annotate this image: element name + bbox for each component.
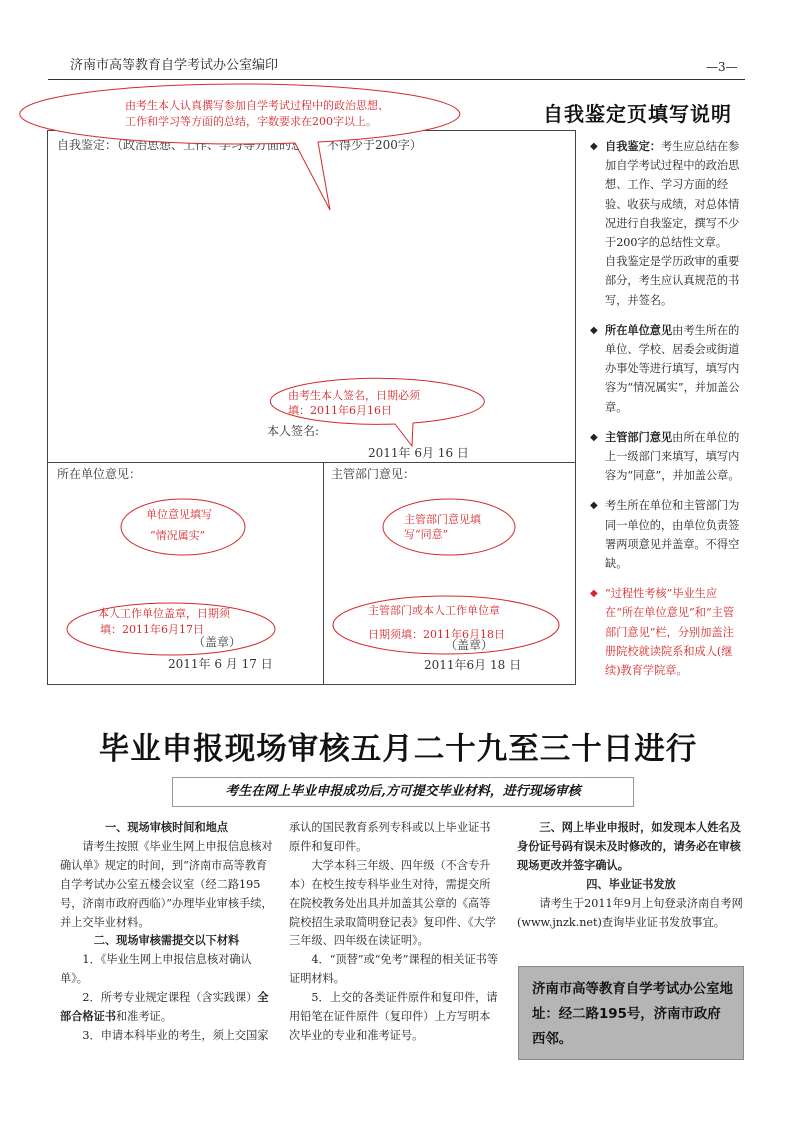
unit-note-line1: 单位意见填写 — [146, 508, 212, 521]
instruction-item: ◆ 自我鉴定：考生应总结在参加自学考试过程中的政治思想、工作、学习方面的经验、收获与成绩，对总体情况进行自我鉴定，撰写不少于200字的总结性文章。 自我鉴定是学历政审的重要部分，考生应认真规范的书写，并签名。 — [590, 137, 740, 310]
diamond-bullet-icon: ◆ — [590, 500, 598, 512]
self-note-line1: 由考生本人认真撰写参加自学考试过程中的政治思想、 — [125, 99, 389, 112]
list-item: 3．申请本科毕业的考生，须上交国家 — [82, 1028, 269, 1042]
section-heading: 二、现场审核需提交以下材料 — [93, 934, 240, 948]
article-column-1 — [60, 819, 273, 1046]
dept-note-line2: 写“同意” — [404, 528, 449, 541]
unit-opinion-label: 所在单位意见： — [57, 467, 142, 481]
unit-date: 2011年 6 月 17 日 — [168, 657, 273, 671]
sign-note-line1: 由考生本人签名，日期必须 — [288, 389, 420, 402]
dept-stamp-label: （盖章） — [445, 638, 494, 652]
paragraph: 请考生按照《毕业生网上申报信息核对确认单》规定的时间，到“济南市高等教育自学考试办公室五楼会议室（经二路195号，济南市政府西临）”办理毕业审核手续，并上交毕业材料。 — [60, 839, 273, 929]
article-column-3 — [517, 819, 745, 932]
section-heading: 四、毕业证书发放 — [586, 877, 676, 891]
signature-label: 本人签名: — [267, 424, 320, 438]
unitstamp-note-line1: 本人工作单位盖章，日期须 — [98, 607, 230, 620]
diamond-bullet-icon: ◆ — [590, 141, 598, 152]
paragraph: 请考生于2011年9月上旬登录济南自考网(www.jnzk.net)查询毕业证书发放事宜。 — [517, 896, 743, 929]
instruction-item: ◆ 主管部门意见由所在单位的上一级部门来填写，填写内容为“同意”，并加盖公章。 — [590, 428, 740, 486]
dept-note-line1: 主管部门意见填 — [404, 513, 481, 526]
diamond-bullet-icon: ◆ — [590, 324, 598, 336]
section-title: 自我鉴定页填写说明 — [543, 102, 732, 126]
instruction-item-highlight: ◆ “过程性考核”毕业生应在“所在单位意见”和“主管部门意见”栏，分别加盖注册院校就读院系和成人(继续)教育学院章。 — [590, 584, 740, 680]
diamond-bullet-icon: ◆ — [590, 431, 598, 443]
sign-note-line2: 填：2011年6月16日 — [288, 404, 392, 417]
paragraph: 承认的国民教育系列专科或以上毕业证书原件和复印件。 — [289, 821, 491, 853]
page-number: —3— — [706, 60, 738, 74]
instruction-list — [590, 137, 740, 691]
instruction-item: ◆ 所在单位意见由考生所在的单位、学校、居委会或街道办事处等进行填写，填写内容为“情况属实”，并加盖公章。 — [590, 321, 740, 417]
deptstamp-note-line1: 主管部门或本人工作单位章 — [368, 604, 500, 617]
unitstamp-note-line2: 填：2011年6月17日 — [100, 623, 204, 636]
self-note-line2: 工作和学习等方面的总结，字数要求在200字以上。 — [125, 115, 377, 128]
article-title: 毕业申报现场审核五月二十九至三十日进行 — [98, 732, 698, 767]
deptstamp-note-line2: 日期须填：2011年6月18日 — [368, 628, 505, 641]
diamond-bullet-icon: ◆ — [590, 588, 598, 600]
section-heading: 三、网上毕业申报时，如发现本人姓名及身份证号码有误未及时修改的，请务必在审核现场更改并签字确认。 — [517, 821, 741, 872]
unit-stamp-label: （盖章） — [193, 635, 242, 649]
article-subtitle: 考生在网上毕业申报成功后,方可提交毕业材料，进行现场审核 — [172, 777, 634, 807]
header-org: 济南市高等教育自学考试办公室编印 — [70, 58, 279, 73]
unit-note-line2: “情况属实” — [150, 529, 206, 542]
self-assessment-label: 自我鉴定：（政治思想、工作、学习等方面的总结，不得少于200字） — [57, 138, 422, 152]
self-date: 2011年 6月 16 日 — [368, 446, 469, 460]
list-item: 2．所考专业规定课程（含实践课）全部合格证书和准考证。 — [60, 991, 269, 1024]
office-address-box: 济南市高等教育自学考试办公室地址：经二路195号，济南市政府西邻。 — [518, 966, 744, 1060]
section-heading: 一、现场审核时间和地点 — [104, 821, 229, 834]
paragraph: 大学本科三年级、四年级（不含专升本）在校生按专科毕业生对待，需提交所在院校教务处出具并加盖其公章的《高等院校招生录取简明登记表》复印件、《大学三年级、四年级在读证明》。 — [289, 858, 496, 948]
instruction-item: ◆ 考生所在单位和主管部门为同一单位的，由单位负责签署两项意见并盖章。不得空缺。 — [590, 496, 740, 573]
list-item: 1．《毕业生网上申报信息核对确认单》。 — [60, 953, 252, 986]
dept-opinion-label: 主管部门意见： — [331, 467, 416, 481]
article-column-2 — [289, 819, 501, 1046]
list-item: 5．上交的各类证件原件和复印件，请用铅笔在证件原件（复印件）上方写明本次毕业的专业和准考证号。 — [289, 991, 498, 1042]
dept-date: 2011年6月 18 日 — [424, 658, 522, 672]
list-item: 4．“顶替”或“免考”课程的相关证书等证明材料。 — [289, 953, 499, 986]
